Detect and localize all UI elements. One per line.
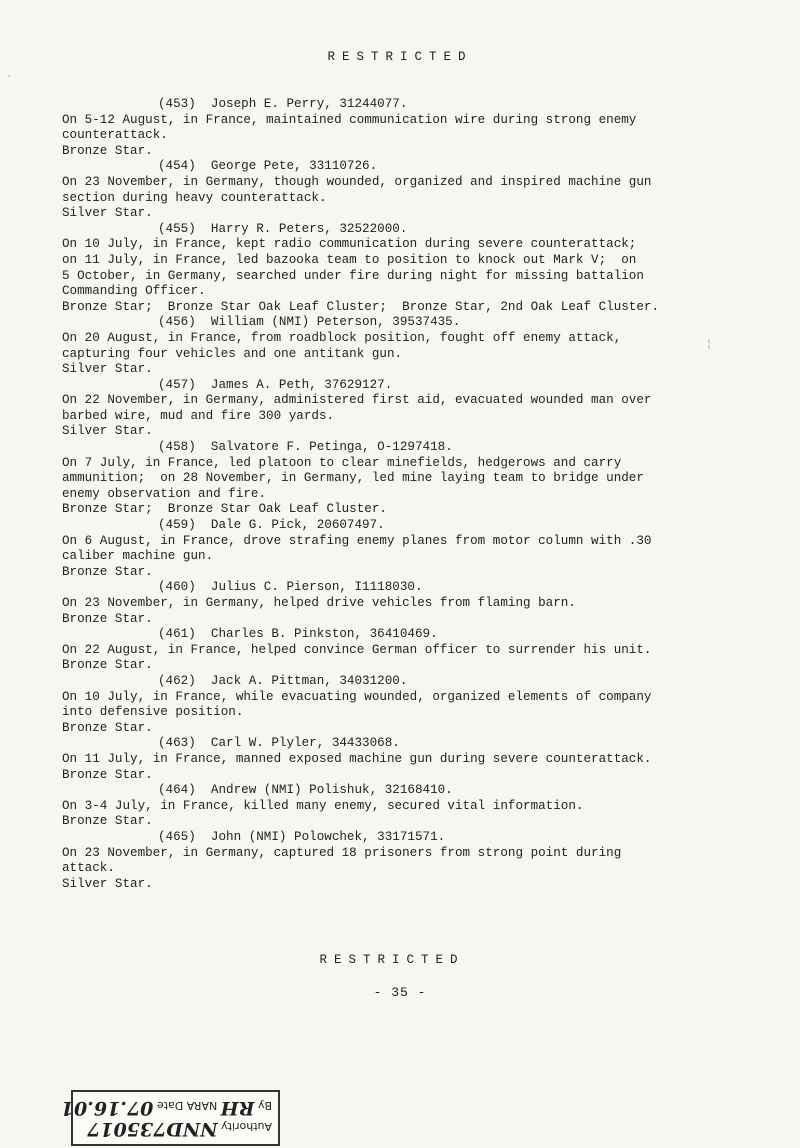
entry-award: Silver Star.: [62, 206, 153, 221]
entry-citation-line: On 11 July, in France, manned exposed machine gun during severe counterattack.: [62, 751, 652, 766]
entry-citation-line: enemy observation and fire.: [62, 486, 267, 501]
award-entry: [62, 783, 762, 830]
entry-citation-line: On 3-4 July, in France, killed many enemy, secured vital information.: [62, 798, 584, 813]
entry-citation-line: on 11 July, in France, led bazooka team to position to knock out Mark V; on: [62, 252, 637, 267]
entry-citation-line: 5 October, in Germany, searched under fire during night for missing battalion: [62, 268, 644, 283]
entry-header: (456) William (NMI) Peterson, 39537435.: [158, 315, 461, 330]
entry-citation-line: On 23 November, in Germany, though wounded, organized and inspired machine gun: [62, 174, 652, 189]
stamp-by-line: By RH NARA Date 07.16.01: [60, 1097, 272, 1119]
entry-award: Bronze Star.: [62, 658, 153, 673]
entry-award: Bronze Star.: [62, 611, 153, 626]
scan-speck: ¦: [706, 340, 713, 351]
entry-citation-line: On 10 July, in France, while evacuating wounded, organized elements of company: [62, 689, 652, 704]
entry-citation-line: capturing four vehicles and one antitank gun.: [62, 346, 403, 361]
entry-citation-line: On 5-12 August, in France, maintained communication wire during strong enemy: [62, 112, 637, 127]
stamp-authority-line: Authority NND735017: [87, 1118, 272, 1140]
classification-footer: RESTRICTED: [319, 953, 465, 967]
award-entry: [62, 830, 762, 892]
award-entry: [62, 736, 762, 783]
entry-award: Bronze Star.: [62, 814, 153, 829]
award-entry: [62, 97, 762, 159]
entry-citation-line: On 22 August, in France, helped convince German officer to surrender his unit.: [62, 642, 652, 657]
entry-header: (455) Harry R. Peters, 32522000.: [158, 221, 408, 236]
entry-citation-line: On 23 November, in Germany, captured 18 prisoners from strong point during: [62, 845, 622, 860]
entry-header: (464) Andrew (NMI) Polishuk, 32168410.: [158, 783, 453, 798]
award-entry: [62, 378, 762, 440]
entry-header: (457) James A. Peth, 37629127.: [158, 377, 393, 392]
entry-award: Silver Star.: [62, 362, 153, 377]
entry-citation-line: On 20 August, in France, from roadblock position, fought off enemy attack,: [62, 330, 622, 345]
entry-header: (462) Jack A. Pittman, 34031200.: [158, 673, 408, 688]
award-entry: [62, 627, 762, 674]
entry-award: Silver Star.: [62, 876, 153, 891]
entry-citation-line: On 6 August, in France, drove strafing enemy planes from motor column with .30: [62, 533, 652, 548]
entry-citation-line: On 7 July, in France, led platoon to clear minefields, hedgerows and carry: [62, 455, 622, 470]
entry-header: (453) Joseph E. Perry, 31244077.: [158, 97, 408, 111]
award-entry: [62, 315, 762, 377]
entry-header: (458) Salvatore F. Petinga, O-1297418.: [158, 440, 453, 455]
entry-citation-line: On 23 November, in Germany, helped drive vehicles from flaming barn.: [62, 596, 576, 610]
entry-award: Bronze Star; Bronze Star Oak Leaf Cluster; Bronze Star, 2nd Oak Leaf Cluster.: [62, 299, 660, 314]
entry-citation-line: ammunition; on 28 November, in Germany, led mine laying team to bridge under: [62, 471, 644, 486]
entry-citation-line: Commanding Officer.: [62, 284, 206, 299]
entry-award: Silver Star.: [62, 424, 153, 439]
award-entry: [62, 580, 762, 627]
entry-award: Bronze Star.: [62, 143, 153, 158]
entry-citation-line: attack.: [62, 861, 115, 876]
entry-award: Bronze Star.: [62, 720, 153, 735]
entry-header: (460) Julius C. Pierson, I1118030.: [158, 580, 423, 595]
entry-award: Bronze Star.: [62, 767, 153, 782]
entry-citation-line: into defensive position.: [62, 705, 244, 720]
award-entry: [62, 222, 762, 316]
award-entry: [62, 159, 762, 221]
entry-header: (463) Carl W. Plyler, 34433068.: [158, 736, 400, 751]
page-number: - 35 -: [373, 985, 427, 1000]
entry-citation-line: counterattack.: [62, 128, 168, 143]
scan-speck: ·: [6, 72, 13, 83]
entry-header: (459) Dale G. Pick, 20607497.: [158, 518, 385, 533]
award-entries-list: [62, 97, 762, 892]
entry-header: (454) George Pete, 33110726.: [158, 159, 378, 174]
entry-award: Bronze Star; Bronze Star Oak Leaf Cluster.: [62, 502, 387, 517]
declassification-stamp: [60, 1090, 280, 1146]
award-entry: [62, 440, 762, 518]
entry-citation-line: caliber machine gun.: [62, 549, 214, 564]
entry-citation-line: section during heavy counterattack.: [62, 190, 327, 205]
entry-citation-line: barbed wire, mud and fire 300 yards.: [62, 408, 335, 423]
entry-header: (465) John (NMI) Polowchek, 33171571.: [158, 829, 446, 844]
classification-header: RESTRICTED: [327, 50, 473, 64]
award-entry: [62, 518, 762, 580]
entry-award: Bronze Star.: [62, 564, 153, 579]
entry-citation-line: On 10 July, in France, kept radio communication during severe counterattack;: [62, 237, 637, 252]
award-entry: [62, 674, 762, 736]
entry-citation-line: On 22 November, in Germany, administered first aid, evacuated wounded man over: [62, 393, 652, 408]
entry-header: (461) Charles B. Pinkston, 36410469.: [158, 627, 438, 642]
